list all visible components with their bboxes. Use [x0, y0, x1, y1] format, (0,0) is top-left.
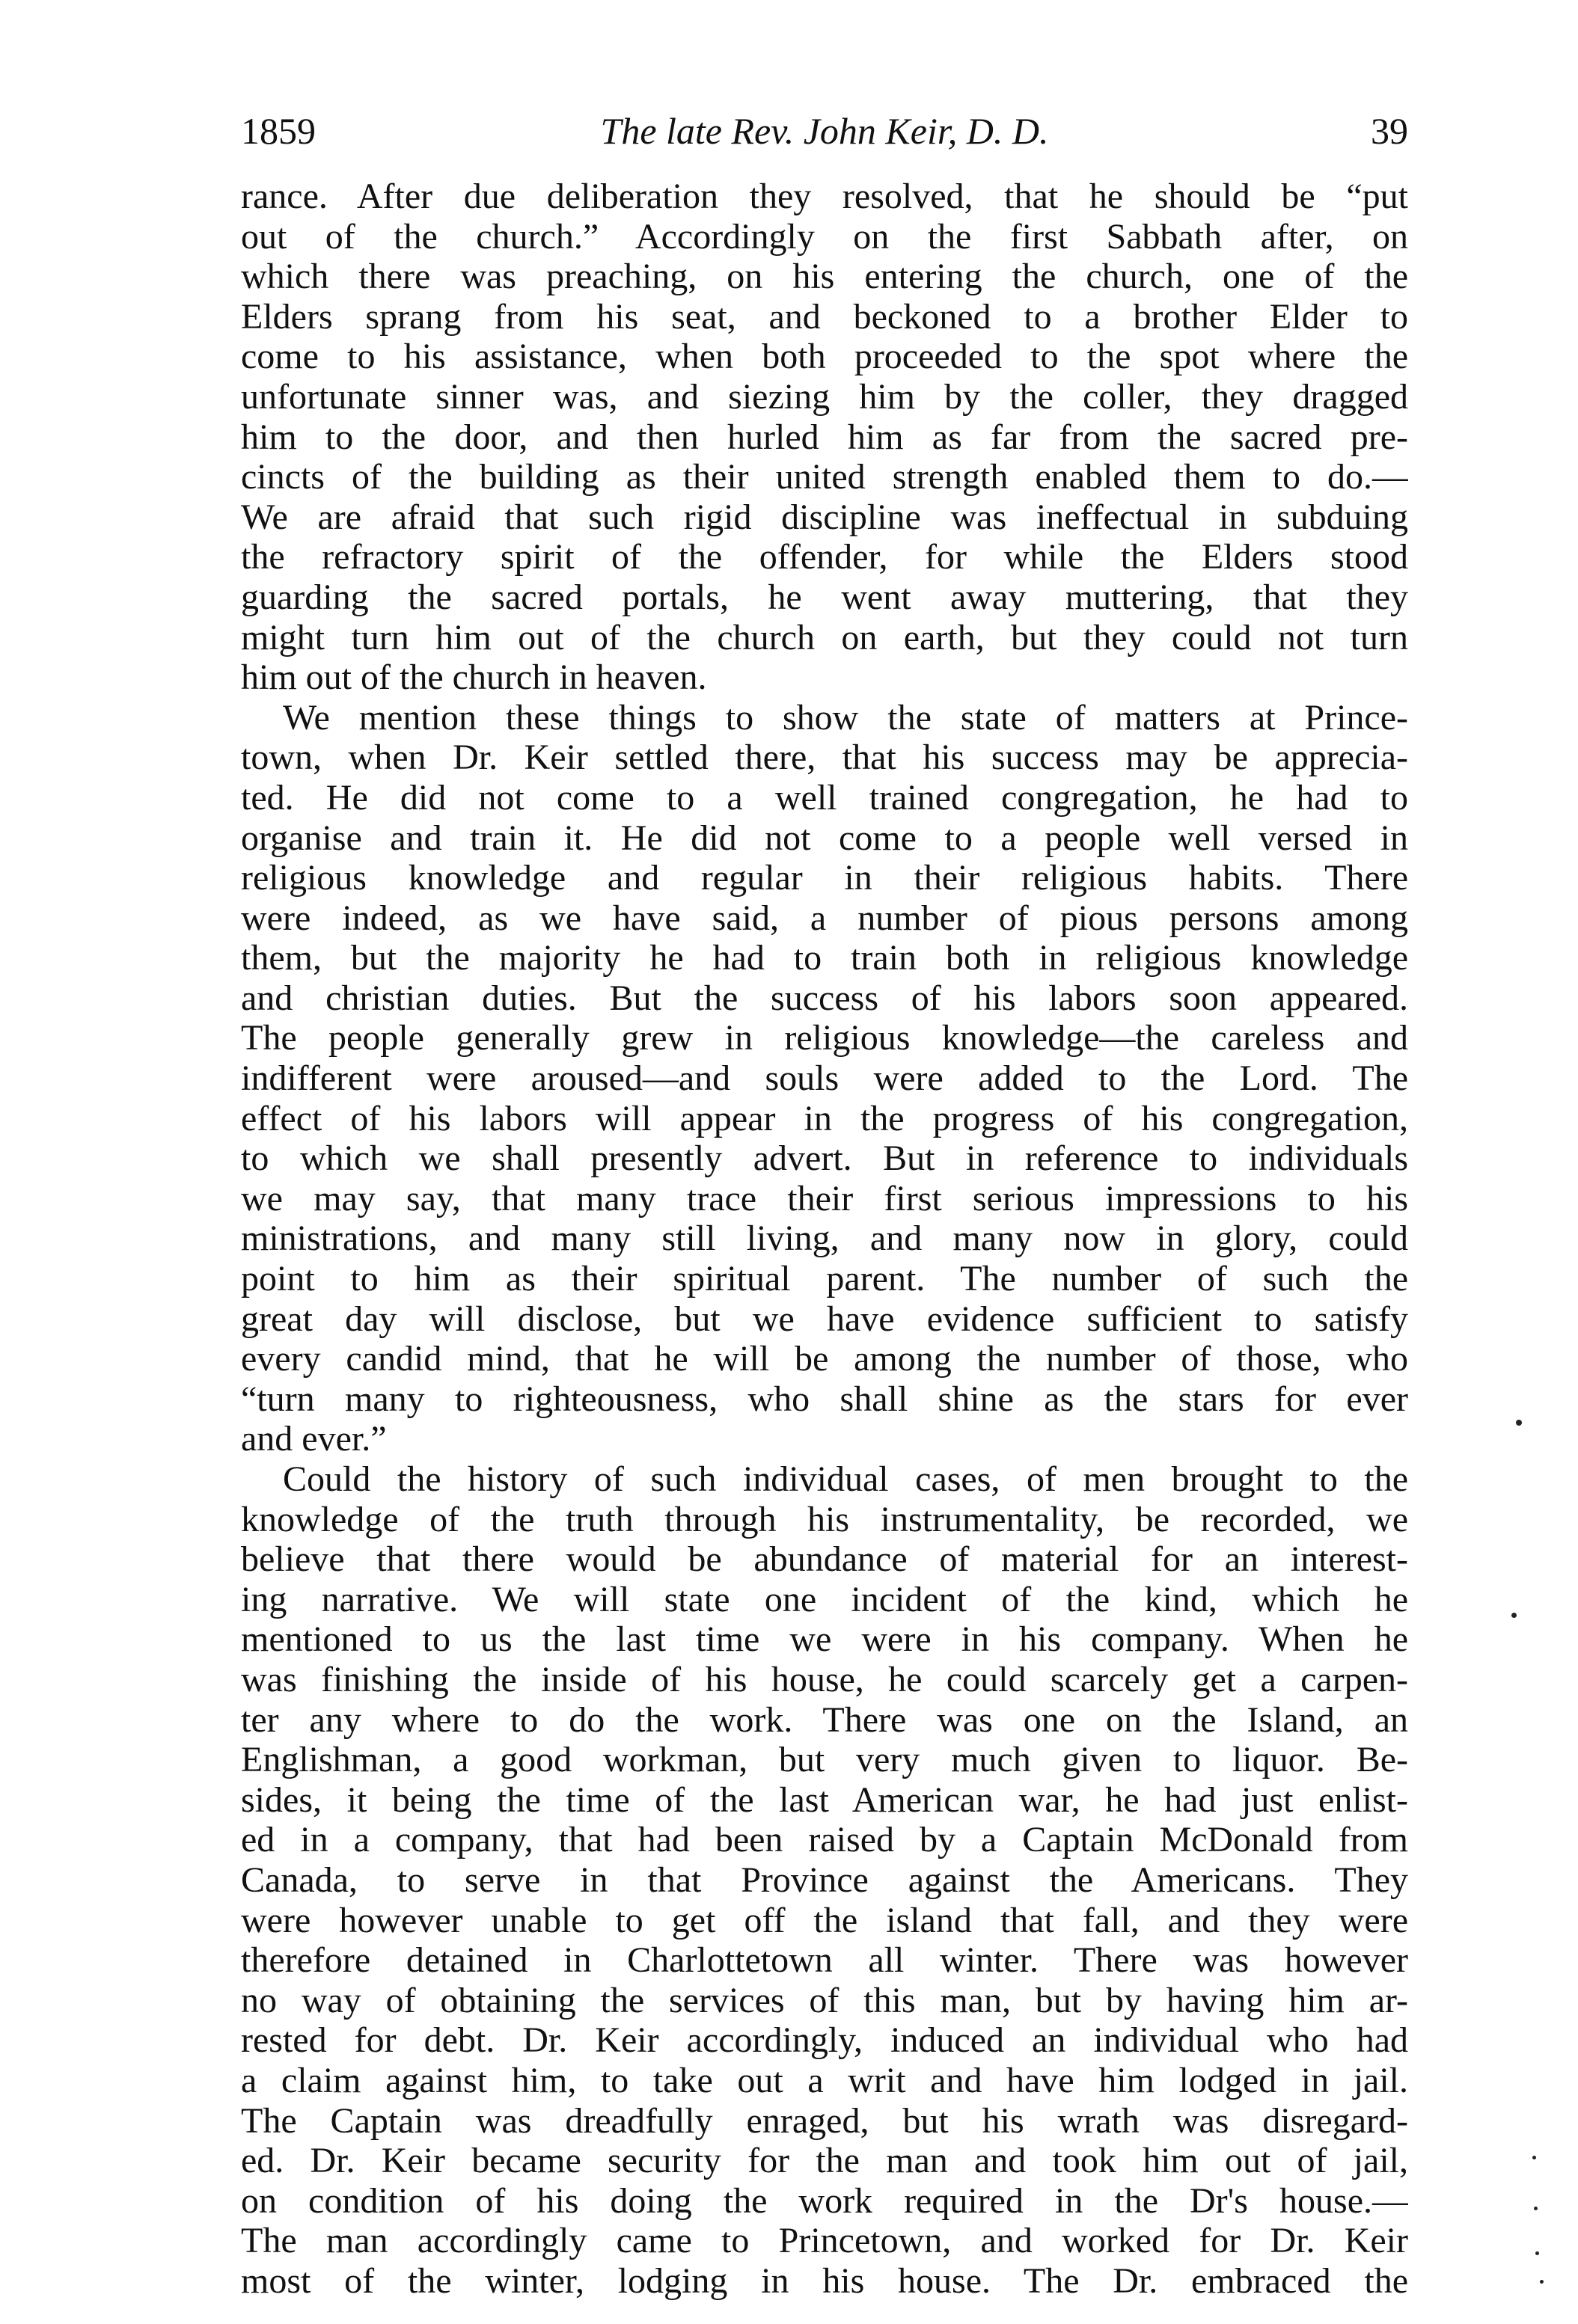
text-line: cincts of the building as their united strength enabled them to do.—	[241, 457, 1408, 497]
text-line: The Captain was dreadfully enraged, but his wrath was disregard-	[241, 2100, 1408, 2141]
text-line: We mention these things to show the state of matters at Prince-	[283, 697, 1408, 738]
text-line: organise and train it. He did not come to a people well versed in	[241, 818, 1408, 858]
print-speck	[1516, 1420, 1522, 1426]
text-line: unfortunate sinner was, and siezing him by the coller, they dragged	[241, 376, 1408, 417]
text-line: ed in a company, that had been raised by a Captain McDonald from	[241, 1820, 1408, 1860]
text-line: great day will disclose, but we have evidence sufficient to satisfy	[241, 1299, 1408, 1339]
text-line: out of the church.” Accordingly on the first Sabbath after, on	[241, 216, 1408, 257]
text-line: rested for debt. Dr. Keir accordingly, induced an individual who had	[241, 2020, 1408, 2061]
text-line: Canada, to serve in that Province against the Americans. They	[241, 1859, 1408, 1900]
text-line: every candid mind, that he will be among the number of those, who	[241, 1339, 1408, 1379]
text-line: we may say, that many trace their first serious impressions to his	[241, 1178, 1408, 1218]
page-number: 39	[1371, 110, 1408, 152]
text-line: a claim against him, to take out a writ and have him lodged in jail.	[241, 2060, 1408, 2100]
text-line: to which we shall presently advert. But in reference to individuals	[241, 1138, 1408, 1179]
text-line: most of the winter, lodging in his house. The Dr. embraced the	[241, 2260, 1408, 2301]
print-speck	[1532, 2156, 1536, 2159]
text-line: ing narrative. We will state one incident of the kind, which he	[241, 1579, 1408, 1619]
text-line: We are afraid that such rigid discipline was ineffectual in subduing	[241, 497, 1408, 537]
text-line: might turn him out of the church on earth, but they could not turn	[241, 617, 1408, 657]
print-speck	[1540, 2280, 1544, 2284]
text-line: point to him as their spiritual parent. The number of such the	[241, 1259, 1408, 1299]
header-year: 1859	[241, 110, 316, 152]
running-head	[241, 105, 1408, 157]
print-speck	[1534, 2207, 1538, 2210]
text-line: rance. After due deliberation they resolved, that he should be “put	[241, 177, 1408, 216]
text-line: “turn many to righteousness, who shall shine as the stars for ever	[241, 1379, 1408, 1419]
text-line: ministrations, and many still living, and many now in glory, could	[241, 1218, 1408, 1259]
text-line: on condition of his doing the work required in the Dr's house.—	[241, 2180, 1408, 2221]
text-line: ed. Dr. Keir became security for the man and took him out of jail,	[241, 2141, 1408, 2181]
header-title: The late Rev. John Keir, D. D.	[600, 110, 1049, 152]
text-line: effect of his labors will appear in the progress of his congregation,	[241, 1098, 1408, 1138]
text-line: him to the door, and then hurled him as far from the sacred pre-	[241, 417, 1408, 457]
text-line: the refractory spirit of the offender, for while the Elders stood	[241, 537, 1408, 577]
text-line: believe that there would be abundance of material for an interest-	[241, 1539, 1408, 1580]
text-line: knowledge of the truth through his instrumentality, be recorded, we	[241, 1499, 1408, 1539]
text-line: indifferent were aroused—and souls were added to the Lord. The	[241, 1058, 1408, 1099]
text-line: guarding the sacred portals, he went away muttering, that they	[241, 577, 1408, 617]
text-line: and ever.”	[241, 1419, 387, 1459]
text-line: Englishman, a good workman, but very much given to liquor. Be-	[241, 1740, 1408, 1780]
print-speck	[1511, 1613, 1517, 1618]
body-text	[241, 177, 1408, 2301]
text-line: sides, it being the time of the last American war, he had just enlist-	[241, 1779, 1408, 1820]
text-line: him out of the church in heaven.	[241, 657, 707, 698]
text-line: The people generally grew in religious knowledge—the careless and	[241, 1018, 1408, 1058]
text-line: no way of obtaining the services of this man, but by having him ar-	[241, 1980, 1408, 2020]
text-line: mentioned to us the last time we were in his company. When he	[241, 1619, 1408, 1660]
text-line: come to his assistance, when both proceeded to the spot where the	[241, 337, 1408, 377]
text-line: and christian duties. But the success of his labors soon appeared.	[241, 978, 1408, 1018]
text-line: Elders sprang from his seat, and beckoned to a brother Elder to	[241, 296, 1408, 337]
text-line: religious knowledge and regular in their religious habits. There	[241, 858, 1408, 898]
text-line: ted. He did not come to a well trained congregation, he had to	[241, 777, 1408, 818]
text-line: ter any where to do the work. There was one on the Island, an	[241, 1699, 1408, 1740]
text-line: was finishing the inside of his house, he could scarcely get a carpen-	[241, 1659, 1408, 1699]
text-line: The man accordingly came to Princetown, and worked for Dr. Keir	[241, 2221, 1408, 2261]
text-line: were however unable to get off the island that fall, and they were	[241, 1900, 1408, 1940]
text-line: them, but the majority he had to train both in religious knowledge	[241, 938, 1408, 978]
text-line: town, when Dr. Keir settled there, that his success may be apprecia-	[241, 738, 1408, 778]
text-line: therefore detained in Charlottetown all winter. There was however	[241, 1940, 1408, 1981]
print-speck	[1535, 2251, 1539, 2255]
text-line: which there was preaching, on his entering the church, one of the	[241, 257, 1408, 297]
text-line: Could the history of such individual cases, of men brought to the	[283, 1459, 1408, 1499]
text-line: were indeed, as we have said, a number of pious persons among	[241, 898, 1408, 938]
